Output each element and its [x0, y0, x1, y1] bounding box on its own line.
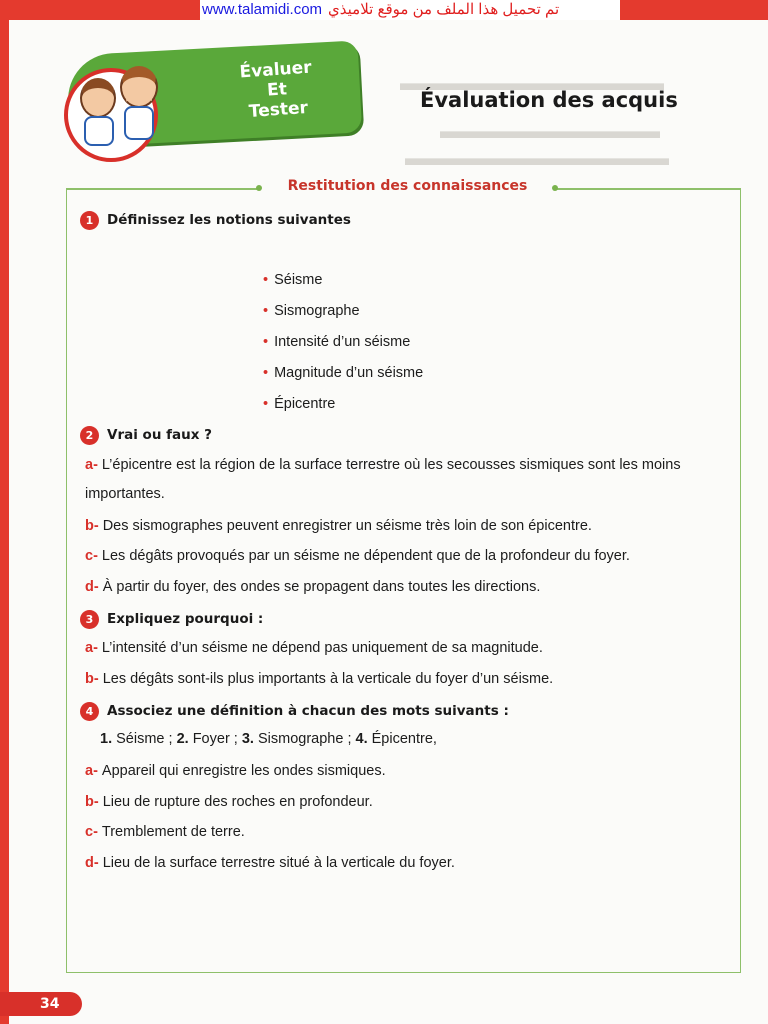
page-title: Évaluation des acquis: [420, 88, 678, 112]
page-number: 34: [0, 992, 82, 1016]
definition-line: [85, 818, 725, 847]
bullet-dot: •: [263, 303, 269, 319]
item-text: Tremblement de terre.: [101, 824, 245, 840]
item-text: L’intensité d’un séisme ne dépend pas uniquement de sa magnitude.: [101, 640, 543, 656]
item-text: Appareil qui enregistre les ondes sismiques.: [101, 763, 386, 779]
badge-line-3: Tester: [248, 97, 309, 122]
question-number-2: 2: [80, 426, 99, 445]
notion-item: [263, 272, 322, 288]
badge-line-2: Et: [266, 79, 288, 101]
bleed-through-decoration: ▬▬▬▬▬▬▬▬▬▬: [440, 118, 660, 143]
item-letter: d-: [85, 579, 99, 595]
question-2-title: Vrai ou faux ?: [107, 427, 212, 443]
mascot-body-2: [124, 106, 154, 140]
word-label: Foyer ;: [192, 731, 238, 747]
item-letter: a-: [85, 640, 98, 656]
item-text: Des sismographes peuvent enregistrer un séisme très loin de son épicentre.: [102, 518, 592, 534]
question-1-title: Définissez les notions suivantes: [107, 212, 351, 228]
word-label: Sismographe ;: [257, 731, 352, 747]
question-number-4: 4: [80, 702, 99, 721]
bullet-dot: •: [263, 365, 269, 381]
item-text: À partir du foyer, des ondes se propagent dans toutes les directions.: [102, 579, 541, 595]
word-number: 1.: [100, 731, 113, 747]
section-title: Restitution des connaissances: [287, 178, 528, 194]
word-list: [100, 731, 437, 747]
definition-line: [85, 849, 725, 878]
bleed-through-decoration: ▬▬▬▬▬▬▬▬▬▬▬▬: [400, 70, 664, 95]
item-text: Lieu de la surface terrestre situé à la verticale du foyer.: [102, 855, 455, 871]
item-text: Lieu de rupture des roches en profondeur.: [102, 794, 373, 810]
statement-line: [85, 573, 725, 602]
badge-label: [220, 56, 334, 124]
definition-line: [85, 757, 725, 786]
word-number: 2.: [176, 731, 189, 747]
frame-top-right: [555, 188, 741, 190]
item-text: Les dégâts sont-ils plus importants à la verticale du foyer d’un séisme.: [102, 671, 554, 687]
word-label: Séisme ;: [116, 731, 173, 747]
frame-top-left: [66, 188, 260, 190]
word-label: Épicentre,: [371, 731, 437, 747]
notion-item: [263, 396, 335, 412]
left-binding-strip: [0, 20, 9, 1024]
notion-label: Séisme: [274, 272, 323, 288]
source-banner: [200, 0, 620, 20]
question-number-3: 3: [80, 610, 99, 629]
question-3-title: Expliquez pourquoi :: [107, 611, 264, 627]
mascot-body-1: [84, 116, 114, 146]
question-4-title: Associez une définition à chacun des mots suivants :: [107, 703, 509, 719]
statement-line: [85, 451, 725, 509]
item-letter: b-: [85, 518, 99, 534]
item-letter: a-: [85, 457, 98, 473]
bullet-dot: •: [263, 334, 269, 350]
statement-line: [85, 665, 725, 694]
notion-item: [263, 303, 360, 319]
statement-line: [85, 542, 725, 571]
question-number-1: 1: [80, 211, 99, 230]
item-letter: c-: [85, 548, 98, 564]
arabic-note: تم تحميل هذا الملف من موقع تلاميذي: [328, 1, 560, 18]
item-letter: b-: [85, 794, 99, 810]
item-text: Les dégâts provoqués par un séisme ne dépendent que de la profondeur du foyer.: [101, 548, 630, 564]
notion-label: Intensité d’un séisme: [274, 334, 411, 350]
definition-line: [85, 788, 725, 817]
item-letter: d-: [85, 855, 99, 871]
notion-label: Magnitude d’un séisme: [274, 365, 424, 381]
statement-line: [85, 634, 725, 663]
notion-item: [263, 365, 423, 381]
word-number: 4.: [355, 731, 368, 747]
mascot-kid-2: [120, 66, 158, 108]
bleed-through-decoration: ▬▬▬▬▬▬▬▬▬▬▬▬: [405, 145, 669, 170]
notion-label: Sismographe: [274, 303, 360, 319]
notion-label: Épicentre: [274, 396, 336, 412]
word-number: 3.: [241, 731, 254, 747]
item-letter: b-: [85, 671, 99, 687]
mascot-kid-1: [80, 78, 116, 118]
bullet-dot: •: [263, 272, 269, 288]
item-letter: c-: [85, 824, 98, 840]
bullet-dot: •: [263, 396, 269, 412]
badge-line-1: Évaluer: [238, 57, 313, 83]
notion-item: [263, 334, 410, 350]
item-letter: a-: [85, 763, 98, 779]
source-url: www.talamidi.com: [202, 1, 323, 18]
statement-line: [85, 512, 725, 541]
item-text: L’épicentre est la région de la surface terrestre où les secousses sismiques sont les moins importantes.: [85, 457, 681, 502]
